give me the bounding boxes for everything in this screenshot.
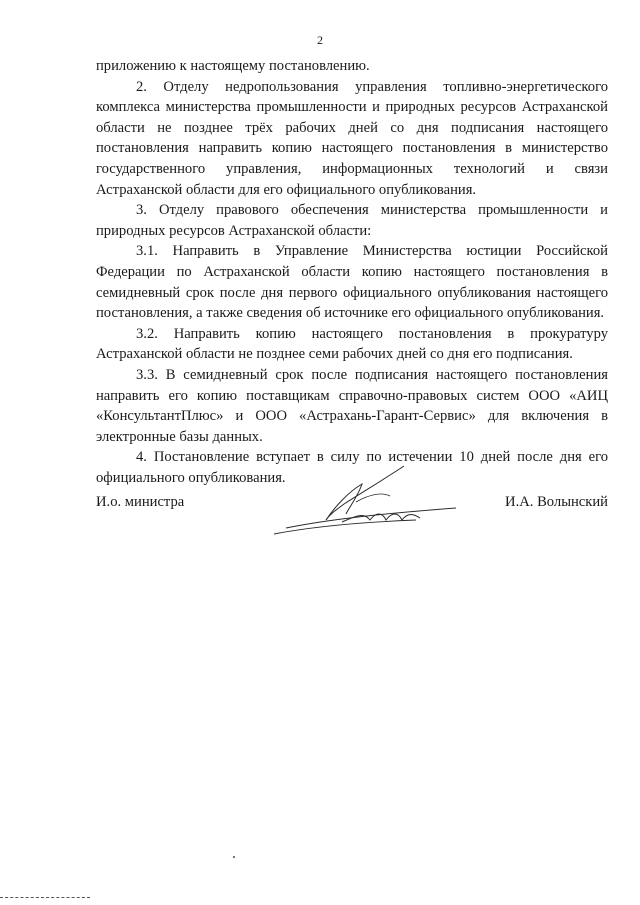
scan-edge-line	[0, 897, 90, 899]
scan-speck	[233, 856, 235, 858]
signatory-title: И.о. министра	[96, 494, 185, 510]
signatory-name: И.А. Волынский	[505, 494, 608, 510]
paragraph-item-3-1: 3.1. Направить в Управление Министерства юстиции Российской Федерации по Астраханской области копию настоящего постановления в семидневный срок после дня первого официального опубликования настоящего постановления, а также сведения об источнике его официального опубликования.	[96, 243, 608, 322]
signature-block	[96, 488, 608, 548]
paragraph-item-2: 2. Отделу недропользования управления топливно-энергетического комплекса министерства промышленности и природных ресурсов Астраханской области не позднее трёх рабочих дней со дня подписания настоящего постановления направить копию настоящего постановления в министерство государственного управления, информационных технологий и связи Астраханской области для его официального опубликования.	[96, 78, 608, 198]
paragraph-item-3-2: 3.2. Направить копию настоящего постановления в прокуратуру Астраханской области не позднее семи рабочих дней со дня его подписания.	[96, 325, 608, 363]
handwritten-signature	[266, 462, 466, 542]
paragraph-item-3-3: 3.3. В семидневный срок после подписания настоящего постановления направить его копию поставщикам справочно-правовых систем ООО «АИЦ «КонсультантПлюс» и ООО «Астрахань-Гарант-Сервис» для включения в электронные базы данных.	[96, 366, 608, 445]
paragraph-item-3: 3. Отделу правового обеспечения министерства промышленности и природных ресурсов Астраханской области:	[96, 202, 608, 239]
paragraph-continuation: приложению к настоящему постановлению.	[96, 58, 370, 74]
page-number: 2	[317, 33, 323, 47]
document-body	[96, 56, 608, 488]
paragraph-item-4: 4. Постановление вступает в силу по истечении 10 дней после дня его официального опубликования.	[96, 449, 608, 486]
